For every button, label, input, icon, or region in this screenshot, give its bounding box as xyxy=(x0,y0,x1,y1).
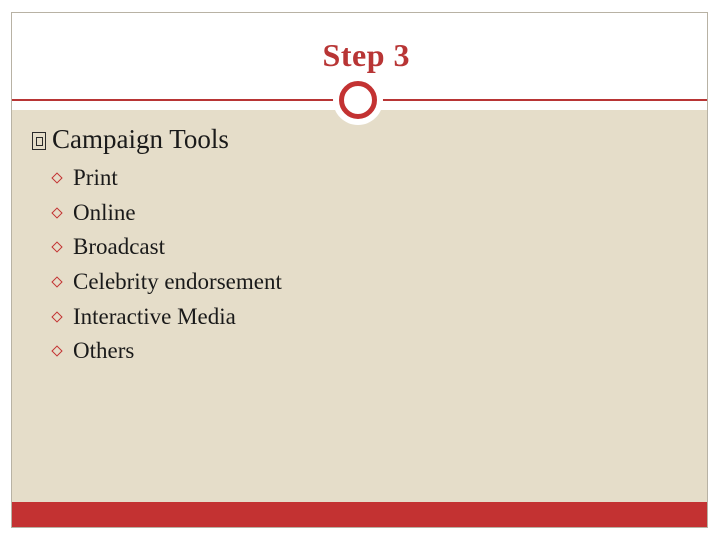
list-item xyxy=(52,196,282,231)
section-heading-text: Campaign Tools xyxy=(52,124,229,154)
bullet-list xyxy=(52,161,282,369)
list-item-text: Others xyxy=(73,338,135,364)
list-item-text: Print xyxy=(73,165,118,191)
box-glyph-icon xyxy=(32,132,46,150)
list-item xyxy=(52,230,282,265)
diamond-bullet-icon xyxy=(52,173,62,183)
slide-title: Step 3 xyxy=(322,37,410,73)
diamond-bullet-icon xyxy=(52,242,62,252)
diamond-bullet-icon xyxy=(52,312,62,322)
list-item xyxy=(52,265,282,300)
diamond-bullet-icon xyxy=(52,277,62,287)
list-item-text: Celebrity endorsement xyxy=(73,269,282,295)
list-item-text: Interactive Media xyxy=(73,303,236,329)
diamond-bullet-icon xyxy=(52,346,62,356)
list-item-text: Broadcast xyxy=(73,234,165,260)
list-item xyxy=(52,299,282,334)
list-item-text: Online xyxy=(73,199,136,225)
ring-ornament xyxy=(333,75,383,125)
list-item xyxy=(52,334,282,369)
diamond-bullet-icon xyxy=(52,208,62,218)
ring-icon xyxy=(339,81,377,119)
list-item xyxy=(52,161,282,196)
section-heading xyxy=(32,124,229,155)
